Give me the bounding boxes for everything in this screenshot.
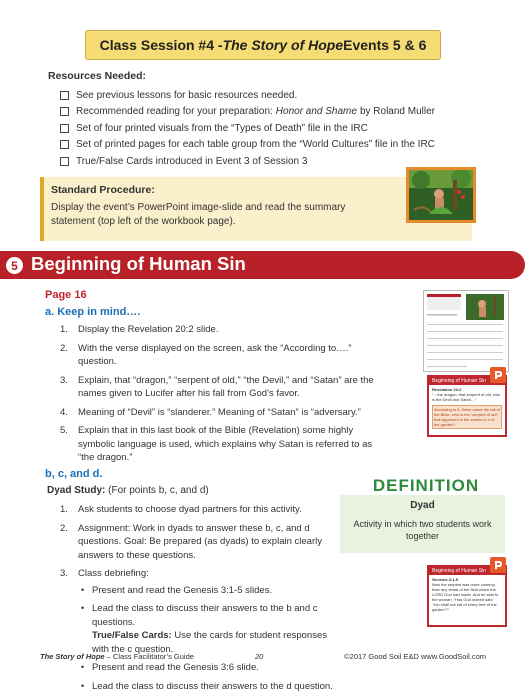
resources-heading: Resources Needed: xyxy=(48,70,147,82)
bullet-icon: • xyxy=(81,680,85,691)
list-item: 1. Display the Revelation 20:2 slide. xyxy=(60,324,219,335)
list-item: 5. Explain that in this last book of the Bible (Revelation) some highly symbolic language is used, which explains why Satan is referred to as “the dragon.” xyxy=(60,425,373,463)
genesis-slide-thumbnail xyxy=(427,565,507,627)
resources-list xyxy=(60,87,435,170)
true-false-label: True/False Cards: xyxy=(92,630,172,641)
list-item: 2. With the verse displayed on the screen, ask the “According to….” question. xyxy=(60,342,352,367)
definition-text: Activity in which two students work together xyxy=(353,519,492,541)
event-image-thumbnail xyxy=(406,167,476,223)
part-bcd-heading: b, c, and d. xyxy=(45,468,103,480)
revelation-slide-thumbnail xyxy=(427,375,507,437)
list-item: 1. Ask students to choose dyad partners for this activity. xyxy=(60,504,302,515)
definition-term: Dyad xyxy=(410,500,435,511)
true-false-text: Use the cards for student responses with the c question. xyxy=(92,630,327,655)
list-item: 3. Explain, that “dragon,” “serpent of old,” “the Devil,” and “Satan” are the names given to Lucifer after his fall from God’s favor. xyxy=(60,374,374,399)
part-bcd-list xyxy=(60,503,345,698)
debrief-bullets xyxy=(78,584,345,694)
powerpoint-icon xyxy=(490,367,506,383)
footer-page-number: 20 xyxy=(255,652,264,661)
slide-reference: Revelation 20:2 xyxy=(432,387,462,392)
bullet-item: • Present and read the Genesis 3:6 slide. xyxy=(81,662,259,673)
checkbox-icon[interactable] xyxy=(60,91,69,100)
part-a-list xyxy=(60,323,390,470)
footer-book-title: The Story of Hope – Class Facilitator’s Guide xyxy=(40,652,194,661)
slide-verse: Now the serpent was more cunning than any beast of the field which the LORD God had made. And he said to the woman, “Has God indeed said, ‘You shall not eat of every tree of the garden’?” xyxy=(432,582,499,612)
section-number-badge: 5 xyxy=(6,257,23,274)
session-title-banner xyxy=(85,30,441,60)
title-prefix: Class Session #4 - xyxy=(99,37,223,53)
title-italic: The Story of Hope xyxy=(222,37,344,53)
workbook-page-icon xyxy=(424,291,508,371)
workbook-page-label: Page 16 xyxy=(45,289,87,301)
dyad-study-note: (For points b, c, and d) xyxy=(108,485,209,496)
resource-item: True/False Cards introduced in Event 3 of Session 3 xyxy=(60,153,435,170)
title-suffix: Events 5 & 6 xyxy=(343,37,427,53)
powerpoint-icon xyxy=(490,557,506,573)
list-item: 3. Class debriefing: • Present and read the Genesis 3:1-5 slides. • Lead the class to discuss their answers to the b and c questions. True/False Cards: Use the cards for student responses with the c question. • Present and read the Genesis 3:6 slide. • Lead the class to discuss their answers to the d question. xyxy=(60,567,345,693)
list-item: 2. Assignment: Work in dyads to answer these b, c, and d questions. Goal: Be prepared (as dyads) to explain clearly answers to these questions. xyxy=(60,522,322,561)
bullet-icon: • xyxy=(81,603,85,613)
checkbox-icon[interactable] xyxy=(60,140,69,149)
checkbox-icon[interactable] xyxy=(60,157,69,166)
resource-item: Set of printed pages for each table group from the “World Cultures” file in the IRC xyxy=(60,137,435,154)
slide-verse: “…the dragon, that serpent of old, who is the Devil and Satan…” xyxy=(432,392,501,402)
bullet-icon: • xyxy=(81,584,85,595)
resource-item: See previous lessons for basic resources needed. xyxy=(60,87,435,104)
list-item: 4. Meaning of “Devil” is “slanderer.” Meaning of “Satan” is “adversary.” xyxy=(60,406,361,418)
workbook-page-thumbnail xyxy=(423,290,509,372)
definition-heading: DEFINITION xyxy=(372,476,480,495)
procedure-heading: Standard Procedure: xyxy=(51,184,155,196)
footer-copyright: ©2017 Good Soil E&D www.GoodSoil.com xyxy=(344,652,486,661)
checkbox-icon[interactable] xyxy=(60,124,69,133)
procedure-text: Display the event’s PowerPoint image-slide and read the summary statement (top left of the workbook page). xyxy=(51,202,346,227)
resource-item: Set of four printed visuals from the “Types of Death” file in the IRC xyxy=(60,120,435,137)
bullet-item: • Lead the class to discuss their answers to the d question. xyxy=(81,680,333,692)
part-a-heading: a. Keep in mind…. xyxy=(45,306,141,318)
garden-illustration-icon xyxy=(409,170,473,220)
dyad-study-label: Dyad Study: xyxy=(47,485,106,496)
bullet-icon: • xyxy=(81,662,85,672)
slide-question: According to it, these name the fall of the Bible, who is the “serpent of old”, that appeared in the events in 4 of the garden? xyxy=(432,405,502,429)
slide-title: Beginning of Human Sin xyxy=(429,567,505,575)
bullet-item: • Present and read the Genesis 3:1-5 slides. xyxy=(81,584,273,596)
section-title: Beginning of Human Sin xyxy=(31,253,246,274)
checkbox-icon[interactable] xyxy=(60,107,69,116)
bullet-item: • Lead the class to discuss their answers to the b and c questions. True/False Cards: Use the cards for student responses with the c question. xyxy=(81,603,327,655)
dyad-study-line xyxy=(47,485,209,496)
slide-title: Beginning of Human Sin xyxy=(429,377,505,385)
resource-item: Recommended reading for your preparation: Honor and Shame by Roland Muller xyxy=(60,104,435,121)
slide-reference: Genesis 3:1-5 xyxy=(432,577,459,582)
